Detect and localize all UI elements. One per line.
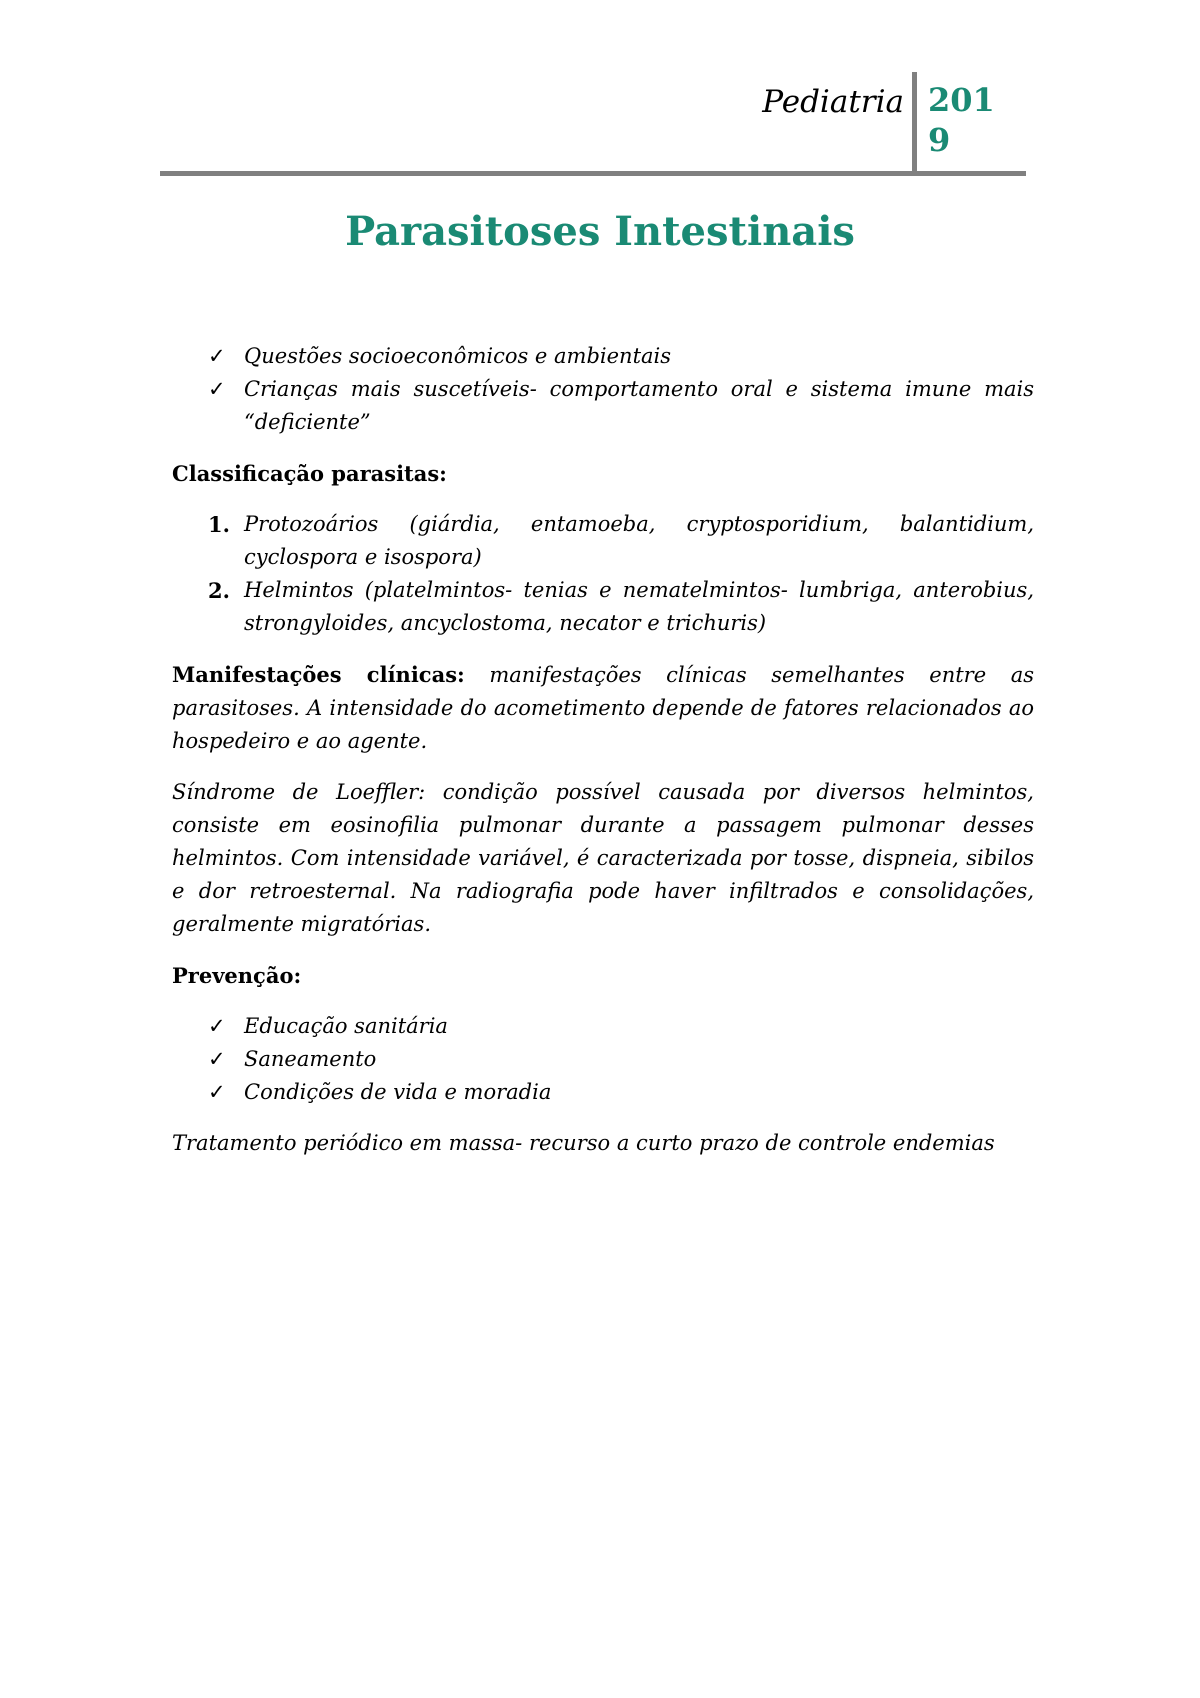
list-item-text: Saneamento	[244, 1047, 377, 1071]
document-title: Parasitoses Intestinais	[345, 208, 855, 255]
prevention-heading: Prevenção:	[172, 963, 302, 988]
check-icon: ✓	[208, 1080, 226, 1104]
header-rule	[160, 171, 1026, 176]
list-item-text: Protozoários (giárdia, entamoeba, cryptosporidium, balantidium, cyclospora e isospora)	[244, 512, 1034, 569]
classification-heading: Classificação parasitas:	[172, 461, 447, 486]
manifestations-heading: Manifestações clínicas:	[172, 662, 465, 687]
list-item	[172, 340, 1034, 373]
list-number: 2.	[208, 578, 230, 603]
classification-list	[172, 508, 1034, 640]
manifestations-paragraph	[172, 658, 1034, 758]
header-divider-vertical	[912, 72, 917, 176]
check-icon: ✓	[208, 1014, 226, 1038]
check-icon: ✓	[208, 344, 226, 368]
loeffler-paragraph: Síndrome de Loeffler: condição possível causada por diversos helmintos, consiste em eosinofilia pulmonar durante a passagem pulmonar desses helmintos. Com intensidade variável, é caracterizada por tosse, dispneia, sibilos e dor retroesternal. Na radiografia pode haver infiltrados e consolidações, geralmente migratórias.	[172, 780, 1034, 936]
list-item-text: Crianças mais suscetíveis- comportamento oral e sistema imune mais “deficiente”	[244, 377, 1034, 434]
manifestations-text: manifestações clínicas semelhantes entre as parasitoses. A intensidade do acometimento depende de fatores relacionados ao hospedeiro e ao agente.	[172, 663, 1035, 753]
list-item	[172, 1076, 1034, 1109]
list-item-text: Questões socioeconômicos e ambientais	[244, 344, 672, 368]
intro-list	[172, 340, 1034, 439]
list-item-text: Educação sanitária	[244, 1014, 448, 1038]
prevention-list	[172, 1010, 1034, 1109]
list-number: 1.	[208, 512, 230, 537]
list-item-text: Helmintos (platelmintos- tenias e nematelmintos- lumbriga, anterobius, strongyloides, ancyclostoma, necator e trichuris)	[244, 578, 1034, 635]
list-item	[172, 508, 1034, 574]
check-icon: ✓	[208, 1047, 226, 1071]
header-subject: Pediatria	[762, 84, 904, 120]
list-item	[172, 373, 1034, 439]
document-body	[172, 340, 1034, 1181]
list-item	[172, 1043, 1034, 1076]
header-year: 2019	[928, 81, 995, 159]
list-item-text: Condições de vida e moradia	[244, 1080, 552, 1104]
treatment-paragraph: Tratamento periódico em massa- recurso a curto prazo de controle endemias	[172, 1131, 995, 1155]
check-icon: ✓	[208, 377, 226, 401]
page-header	[160, 72, 1026, 176]
list-item	[172, 574, 1034, 640]
list-item	[172, 1010, 1034, 1043]
